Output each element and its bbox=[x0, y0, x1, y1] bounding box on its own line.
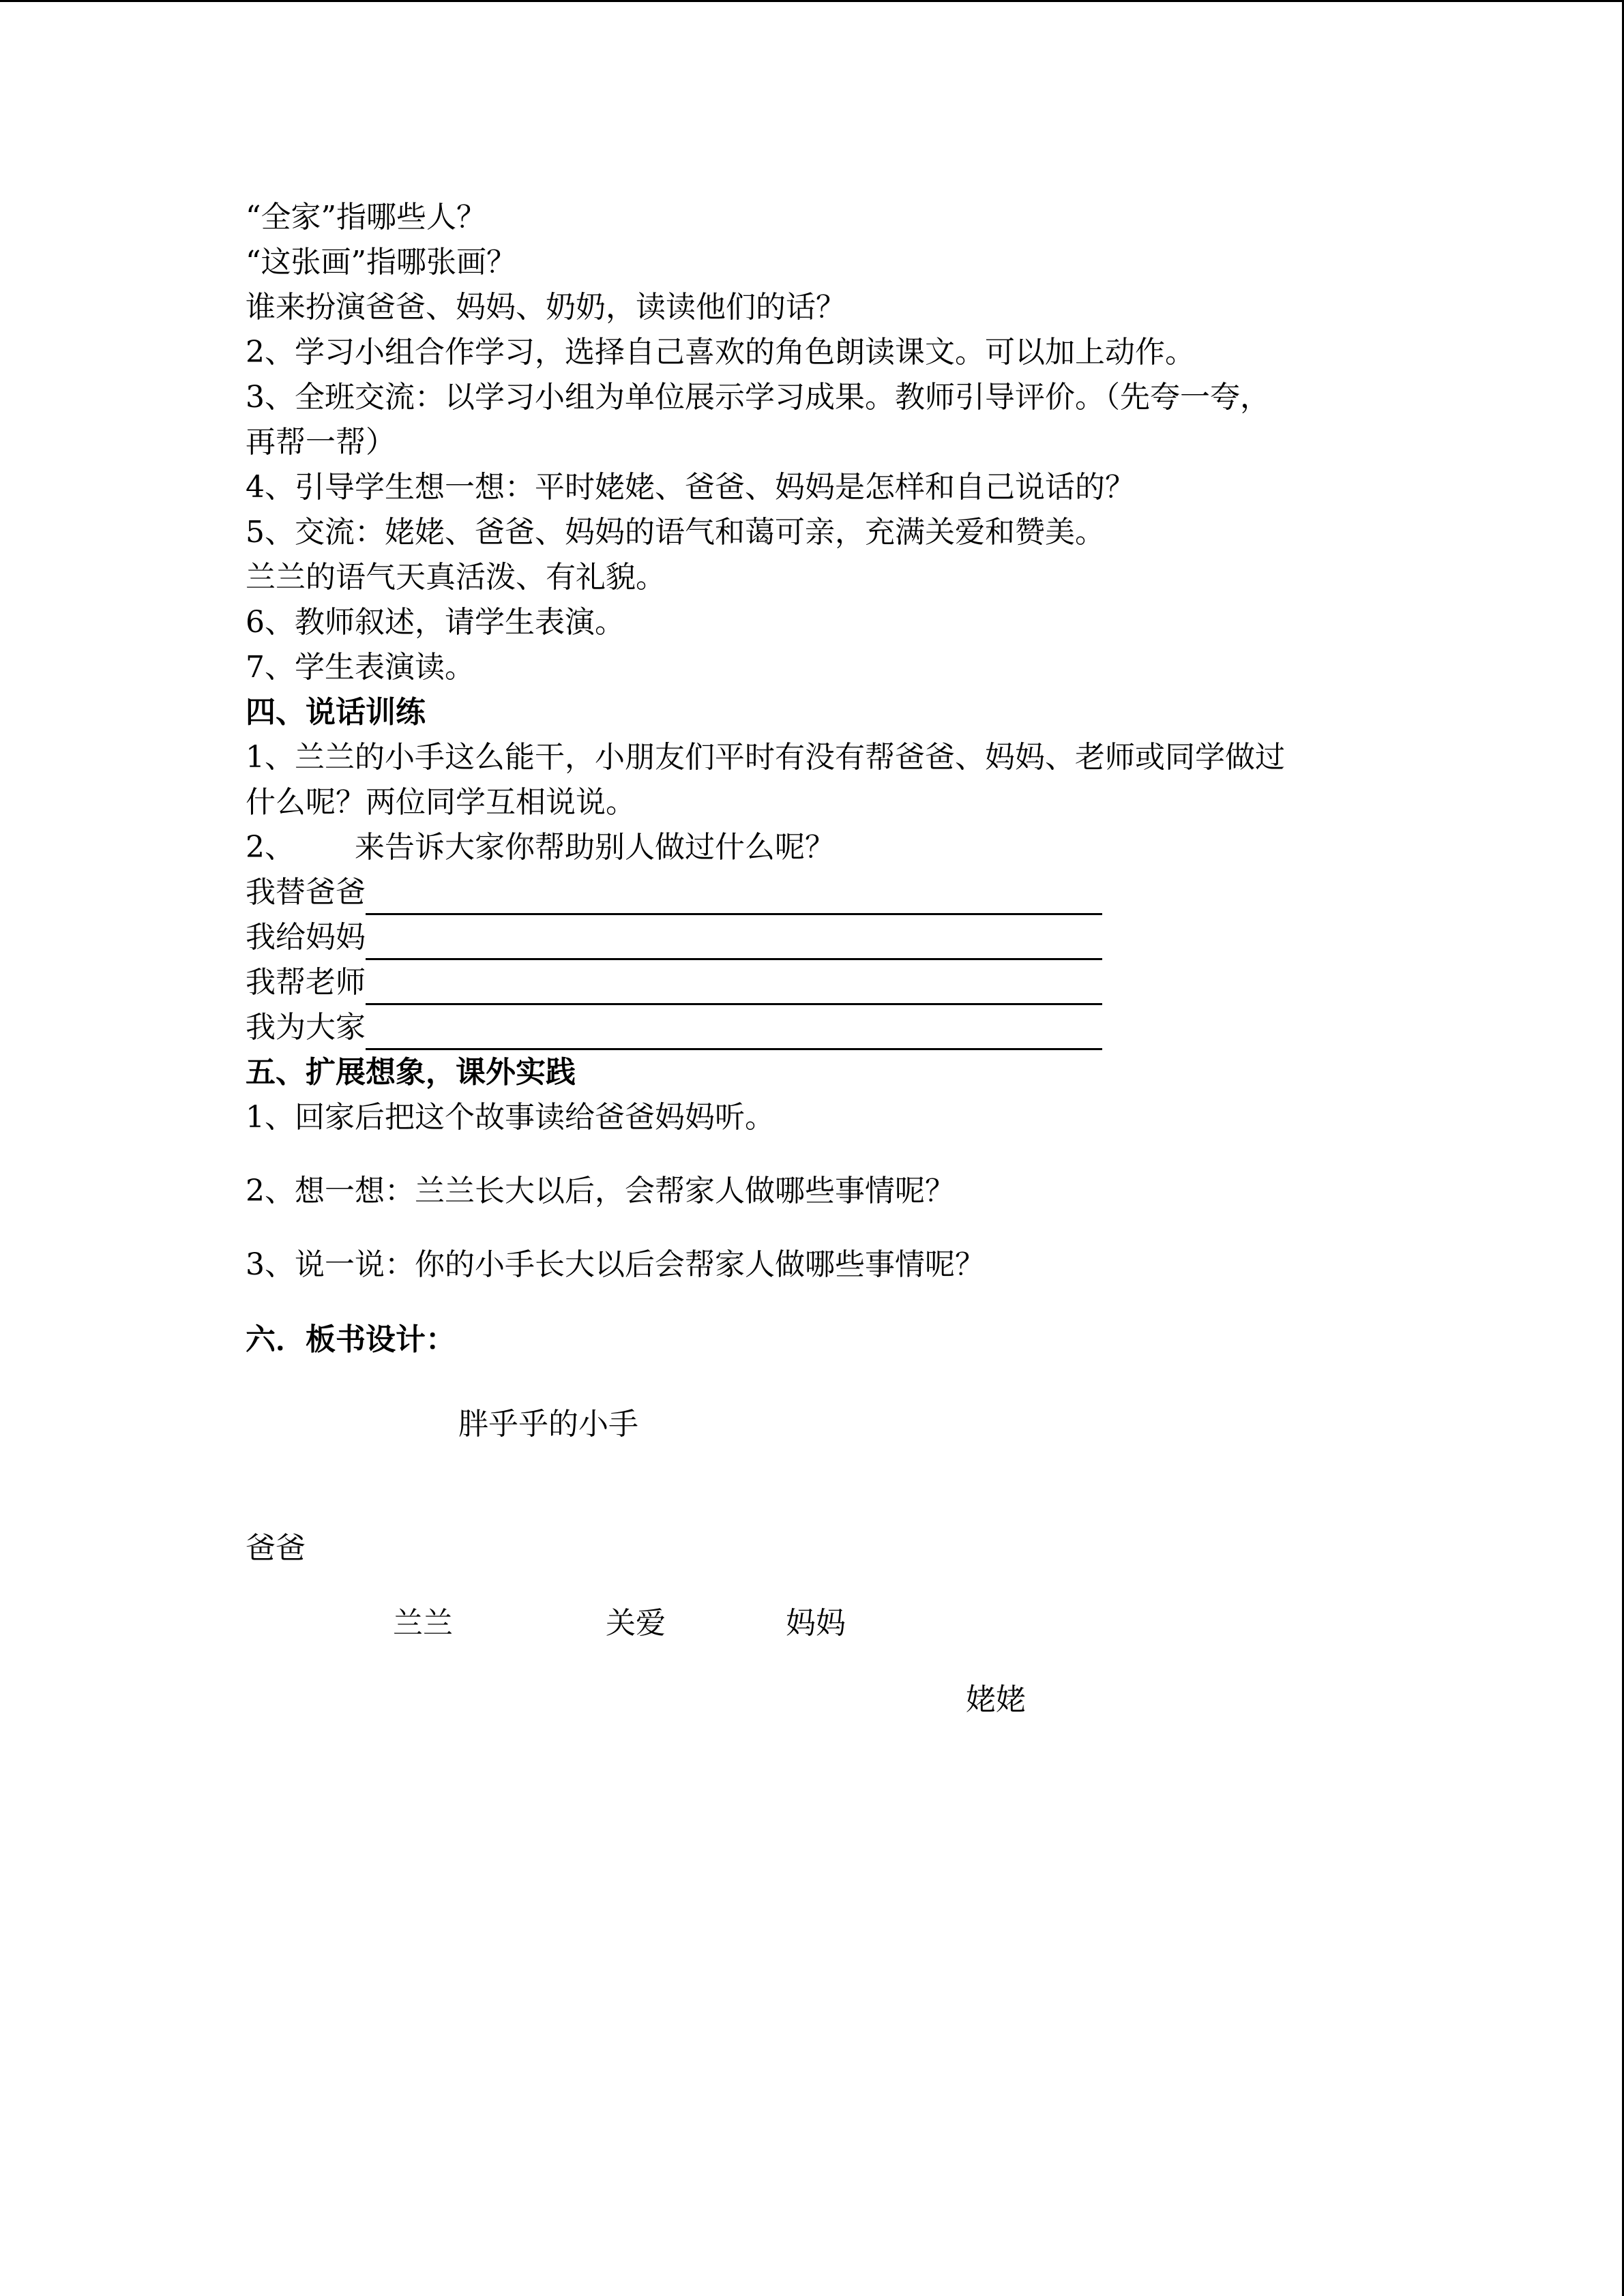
fill-blank-row bbox=[246, 960, 1405, 1005]
text-line: 1、兰兰的小手这么能干，小朋友们平时有没有帮爸爸、妈妈、老师或同学做过 bbox=[246, 740, 1285, 775]
section-heading-speaking: 四、说话训练 bbox=[246, 695, 426, 730]
text-line: 2、想一想：兰兰长大以后，会帮家人做哪些事情呢？ bbox=[246, 1174, 955, 1208]
fill-blank-line[interactable] bbox=[366, 928, 1102, 960]
fill-blank-label: 我替爸爸 bbox=[246, 875, 366, 910]
board-word-grandma: 姥姥 bbox=[966, 1682, 1026, 1717]
fill-blank-line[interactable] bbox=[366, 1018, 1102, 1050]
fill-blank-line[interactable] bbox=[366, 883, 1102, 915]
page-border-top bbox=[0, 0, 1624, 2]
fill-blank-line[interactable] bbox=[366, 973, 1102, 1005]
text-line: 什么呢？两位同学互相说说。 bbox=[246, 785, 636, 820]
text-line: 6、教师叙述，请学生表演。 bbox=[246, 605, 625, 640]
board-word-love: 关爱 bbox=[606, 1606, 666, 1641]
board-word-lanlan: 兰兰 bbox=[393, 1606, 453, 1641]
section-heading-practice: 五、扩展想象，课外实践 bbox=[246, 1055, 576, 1090]
text-line: 再帮一帮） bbox=[246, 425, 396, 460]
board-word-mom: 妈妈 bbox=[786, 1606, 846, 1641]
text-line: 2、学习小组合作学习，选择自己喜欢的角色朗读课文。可以加上动作。 bbox=[246, 335, 1195, 370]
text-line: 3、说一说：你的小手长大以后会帮家人做哪些事情呢？ bbox=[246, 1247, 985, 1282]
text-line: 兰兰的语气天真活泼、有礼貌。 bbox=[246, 560, 666, 595]
fill-blank-label: 我为大家 bbox=[246, 1010, 366, 1045]
document-body bbox=[246, 195, 1405, 1362]
board-title: 胖乎乎的小手 bbox=[458, 1407, 638, 1442]
text-line: “全家”指哪些人？ bbox=[246, 200, 486, 235]
text-line bbox=[246, 825, 1405, 870]
fill-blank-row bbox=[246, 1005, 1405, 1050]
text-line: 7、学生表演读。 bbox=[246, 650, 475, 685]
text-line: 谁来扮演爸爸、妈妈、奶奶，读读他们的话？ bbox=[246, 290, 846, 325]
fill-blank-row bbox=[246, 870, 1405, 915]
item-number: 2、 bbox=[246, 830, 295, 865]
section-heading-board: 六．板书设计： bbox=[246, 1322, 456, 1357]
text-line: 1、回家后把这个故事读给爸爸妈妈听。 bbox=[246, 1100, 775, 1135]
item-text: 来告诉大家你帮助别人做过什么呢？ bbox=[355, 830, 835, 865]
fill-blank-row bbox=[246, 915, 1405, 960]
text-line: 4、引导学生想一想：平时姥姥、爸爸、妈妈是怎样和自己说话的？ bbox=[246, 470, 1135, 505]
text-line: 3、全班交流：以学习小组为单位展示学习成果。教师引导评价。（先夸一夸， bbox=[246, 380, 1270, 415]
board-word-dad: 爸爸 bbox=[246, 1531, 306, 1566]
text-line: 5、交流：姥姥、爸爸、妈妈的语气和蔼可亲，充满关爱和赞美。 bbox=[246, 515, 1105, 550]
fill-blank-label: 我给妈妈 bbox=[246, 920, 366, 955]
fill-blank-label: 我帮老师 bbox=[246, 965, 366, 1000]
text-line: “这张画”指哪张画？ bbox=[246, 245, 516, 280]
